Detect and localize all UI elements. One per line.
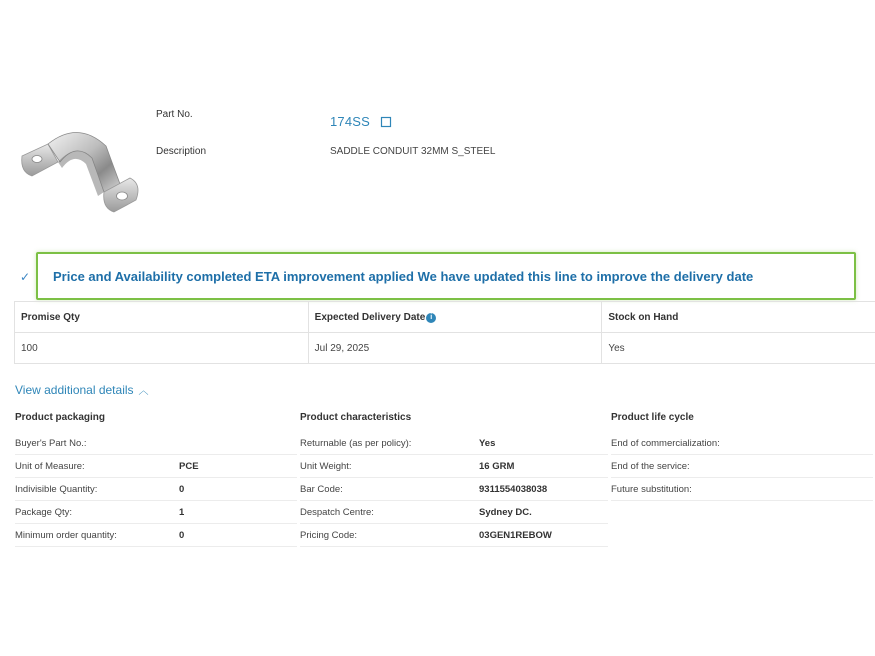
detail-label: Buyer's Part No.: [15,432,179,455]
expected-delivery-date-value: Jul 29, 2025 [308,333,602,364]
detail-value: 9311554038038 [479,478,608,501]
packaging-table [15,432,297,547]
detail-label: Unit Weight: [300,455,479,478]
table-row [300,524,608,547]
availability-table [14,301,875,364]
header-expected-delivery-date-label: Expected Delivery Date [314,311,426,323]
detail-value: Sydney DC. [479,501,608,524]
info-icon[interactable]: i [426,313,436,323]
detail-value: PCE [179,455,297,478]
stock-on-hand-value: Yes [602,333,875,364]
characteristics-table [300,432,608,547]
part-no-label: Part No. [156,109,193,120]
table-row [300,478,608,501]
section-title-packaging: Product packaging [15,412,106,423]
table-row [611,432,873,455]
chevron-up-icon: ︿ [138,386,149,397]
check-icon: ✓ [20,270,31,284]
detail-label: Future substitution: [611,478,873,501]
detail-label: Package Qty: [15,501,179,524]
detail-label: Minimum order quantity: [15,524,179,547]
table-row [300,432,608,455]
detail-label: End of the service: [611,455,873,478]
view-additional-details-link[interactable] [15,382,149,397]
copy-icon[interactable] [380,115,392,127]
description-label: Description [156,146,207,157]
detail-label: Returnable (as per policy): [300,432,479,455]
section-title-characteristics: Product characteristics [300,412,412,423]
detail-label: End of commercialization: [611,432,873,455]
header-promise-qty: Promise Qty [15,302,309,333]
detail-value [179,432,297,455]
table-row [15,501,297,524]
table-row [15,432,297,455]
detail-value: 0 [179,524,297,547]
detail-value: 1 [179,501,297,524]
detail-label: Indivisible Quantity: [15,478,179,501]
detail-label: Despatch Centre: [300,501,479,524]
description-value: SADDLE CONDUIT 32MM S_STEEL [330,146,496,157]
banner-text: Price and Availability completed ETA improvement applied We have updated this line to improve the delivery date [53,268,754,284]
status-banner [36,252,856,300]
table-row [15,478,297,501]
view-additional-details-label: View additional details [15,383,134,397]
table-row [15,455,297,478]
table-row [15,524,297,547]
promise-qty-value: 100 [15,333,309,364]
table-row [15,333,875,364]
detail-value: Yes [479,432,608,455]
header-expected-delivery-date [308,302,602,333]
detail-label: Unit of Measure: [15,455,179,478]
table-row [300,455,608,478]
section-title-lifecycle: Product life cycle [611,412,694,423]
detail-label: Bar Code: [300,478,479,501]
availability-header-row [15,302,875,333]
product-image [18,126,148,218]
part-no-link[interactable]: 174SS [330,114,371,129]
detail-value: 16 GRM [479,455,608,478]
detail-value: 03GEN1REBOW [479,524,608,547]
lifecycle-table [611,432,873,501]
table-row [611,478,873,501]
table-row [611,455,873,478]
detail-label: Pricing Code: [300,524,479,547]
header-stock-on-hand: Stock on Hand [602,302,875,333]
detail-value: 0 [179,478,297,501]
table-row [300,501,608,524]
